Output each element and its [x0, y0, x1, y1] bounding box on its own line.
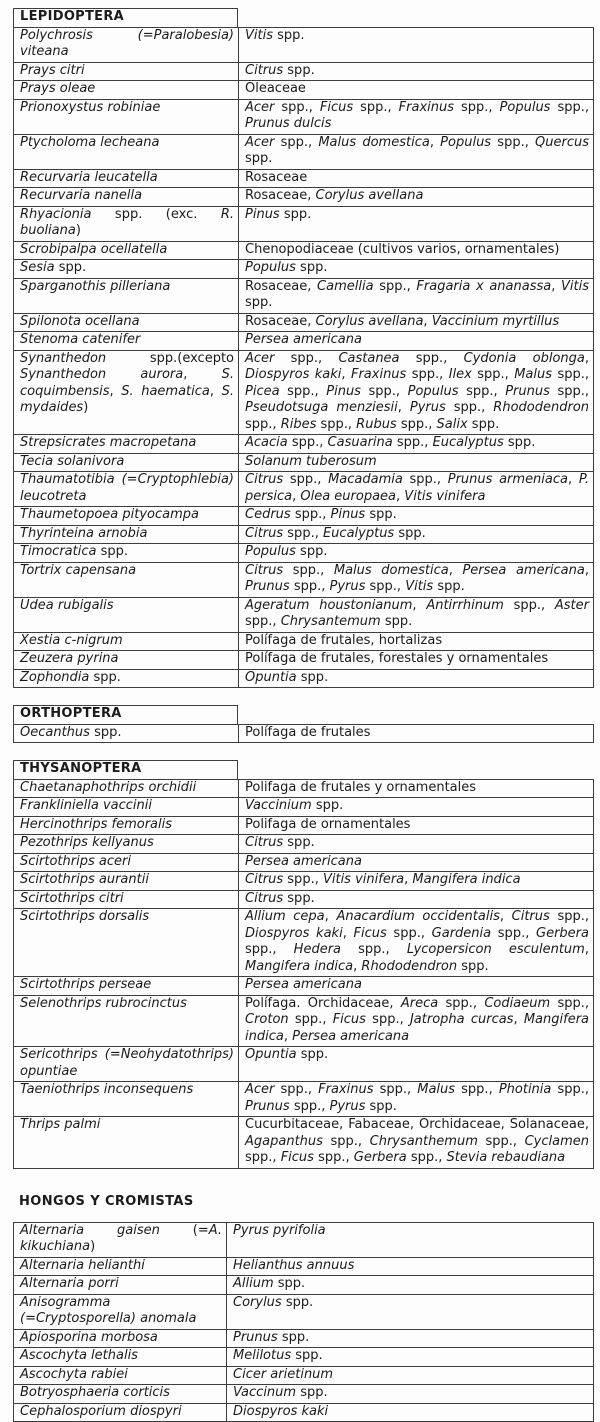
table-row [14, 81, 594, 100]
table-row [14, 1082, 594, 1117]
pest-host-table-hongos [13, 1222, 594, 1422]
table-row [14, 669, 594, 688]
host-plants-cell: Populus spp. [239, 260, 594, 279]
table-row [14, 332, 594, 351]
host-plants-cell: Vaccinum spp. [227, 1385, 594, 1404]
table-row [14, 27, 594, 62]
host-plants-cell: Polífaga de frutales, hortalizas [239, 632, 594, 651]
pest-name-cell: Oecanthus spp. [14, 724, 239, 743]
table-row [14, 453, 594, 472]
pest-name-cell: Tortrix capensana [14, 562, 239, 597]
host-plants-cell: Acer spp., Malus domestica, Populus spp., Quercus spp. [239, 134, 594, 169]
table-row [14, 472, 594, 507]
host-plants-cell: Polífaga de frutales [239, 724, 594, 743]
pest-name-cell: Timocratica spp. [14, 544, 239, 563]
table-row [14, 597, 594, 632]
table-row [14, 544, 594, 563]
pest-host-table-orthoptera [13, 724, 594, 744]
table-row [14, 890, 594, 909]
host-plants-cell: Opuntia spp. [239, 1047, 594, 1082]
section-header-thysanoptera: THYSANOPTERA [13, 760, 238, 780]
pest-name-cell: Tecia solanivora [14, 453, 239, 472]
pest-name-cell: Thaumatotibia (=Cryptophlebia) leucotreta [14, 472, 239, 507]
table-row [14, 1403, 594, 1422]
pest-name-cell: Hercinothrips femoralis [14, 816, 239, 835]
table-row [14, 724, 594, 743]
pest-name-cell: Sericothrips (=Neohydatothrips) opuntiae [14, 1047, 239, 1082]
host-plants-cell: Polifaga de ornamentales [239, 816, 594, 835]
host-plants-cell: Persea americana [239, 853, 594, 872]
pest-name-cell: Udea rubigalis [14, 597, 239, 632]
hongos-y-cromistas-heading: HONGOS Y CROMISTAS [19, 1194, 593, 1210]
pest-name-cell: Sparganothis pilleriana [14, 278, 239, 313]
host-plants-cell: Acer spp., Castanea spp., Cydonia oblonga, Diospyros kaki, Fraxinus spp., Ilex spp., Malus spp., Picea spp., Pinus spp., Populus spp., Prunus spp., Pseudotsuga menziesii, Pyrus spp., Rhododendron spp., Ribes spp., Rubus spp., Salix spp. [239, 350, 594, 435]
table-row [14, 1366, 594, 1385]
pest-name-cell: Alternaria porri [14, 1276, 227, 1295]
section-header-lepidoptera: LEPIDOPTERA [13, 8, 238, 28]
host-plants-cell: Diospyros kaki [227, 1403, 594, 1422]
table-row [14, 651, 594, 670]
pest-name-cell: Taeniothrips inconsequens [14, 1082, 239, 1117]
host-plants-cell: Ageratum houstonianum, Antirrhinum spp., Aster spp., Chrysantemum spp. [239, 597, 594, 632]
pest-name-cell: Stenoma catenifer [14, 332, 239, 351]
pest-name-cell: Zophondia spp. [14, 669, 239, 688]
host-plants-cell: Rosaceae, Corylus avellana [239, 188, 594, 207]
pest-host-table-thysanoptera [13, 779, 594, 1169]
table-row [14, 241, 594, 260]
pest-name-cell: Alternaria gaisen (=A. kikuchiana) [14, 1222, 227, 1257]
pest-name-cell: Apiosporina morbosa [14, 1329, 227, 1348]
table-row [14, 188, 594, 207]
section-orthoptera [13, 705, 593, 743]
pest-name-cell: Thyrinteina arnobia [14, 525, 239, 544]
table-row [14, 816, 594, 835]
pest-name-cell: Chaetanaphothrips orchidii [14, 779, 239, 798]
pest-name-cell: Ascochyta lethalis [14, 1348, 227, 1367]
table-row [14, 909, 594, 977]
host-plants-cell: Persea americana [239, 977, 594, 996]
table-row [14, 313, 594, 332]
host-plants-cell: Citrus spp., Eucalyptus spp. [239, 525, 594, 544]
section-thysanoptera [13, 760, 593, 1169]
pest-name-cell: Polychrosis (=Paralobesia) viteana [14, 27, 239, 62]
pest-name-cell: Scirtothrips perseae [14, 977, 239, 996]
pest-name-cell: Alternaria helianthi [14, 1257, 227, 1276]
host-plants-cell: Rosaceae, Camellia spp., Fragaria x ananassa, Vitis spp. [239, 278, 594, 313]
table-row [14, 1257, 594, 1276]
pest-host-table-lepidoptera [13, 27, 594, 689]
table-row [14, 278, 594, 313]
host-plants-cell: Acer spp., Ficus spp., Fraxinus spp., Populus spp., Prunus dulcis [239, 99, 594, 134]
host-plants-cell: Corylus spp. [227, 1294, 594, 1329]
host-plants-cell: Prunus spp. [227, 1329, 594, 1348]
host-plants-cell: Pyrus pyrifolia [227, 1222, 594, 1257]
pest-name-cell: Zeuzera pyrina [14, 651, 239, 670]
table-row [14, 977, 594, 996]
table-row [14, 853, 594, 872]
host-plants-cell: Allium cepa, Anacardium occidentalis, Citrus spp., Diospyros kaki, Ficus spp., Gardenia spp., Gerbera spp., Hedera spp., Lycopersicon esculentum, Mangifera indica, Rhododendron spp. [239, 909, 594, 977]
pest-name-cell: Spilonota ocellana [14, 313, 239, 332]
table-row [14, 260, 594, 279]
table-row [14, 507, 594, 526]
pest-name-cell: Scirtothrips aurantii [14, 872, 239, 891]
table-row [14, 134, 594, 169]
pest-name-cell: Scrobipalpa ocellatella [14, 241, 239, 260]
table-row [14, 798, 594, 817]
table-row [14, 62, 594, 81]
host-plants-cell: Cucurbitaceae, Fabaceae, Orchidaceae, Solanaceae, Agapanthus spp., Chrysanthemum spp., Cyclamen spp., Ficus spp., Gerbera spp., Stevia rebaudiana [239, 1117, 594, 1169]
table-row [14, 435, 594, 454]
host-plants-cell: Rosaceae [239, 169, 594, 188]
host-plants-cell: Vitis spp. [239, 27, 594, 62]
host-plants-cell: Cicer arietinum [227, 1366, 594, 1385]
host-plants-cell: Solanum tuberosum [239, 453, 594, 472]
host-plants-cell: Citrus spp., Malus domestica, Persea americana, Prunus spp., Pyrus spp., Vitis spp. [239, 562, 594, 597]
pest-name-cell: Sesia spp. [14, 260, 239, 279]
pest-name-cell: Recurvaria leucatella [14, 169, 239, 188]
host-plants-cell: Oleaceae [239, 81, 594, 100]
pest-name-cell: Cephalosporium diospyri [14, 1403, 227, 1422]
table-row [14, 562, 594, 597]
table-row [14, 350, 594, 435]
host-plants-cell: Citrus spp., Macadamia spp., Prunus armeniaca, P. persica, Olea europaea, Vitis vinifera [239, 472, 594, 507]
host-plants-cell: Polífaga. Orchidaceae, Areca spp., Codiaeum spp., Croton spp., Ficus spp., Jatropha curcas, Mangifera indica, Persea americana [239, 995, 594, 1047]
host-plants-cell: Opuntia spp. [239, 669, 594, 688]
section-header-orthoptera: ORTHOPTERA [13, 705, 238, 725]
host-plants-cell: Allium spp. [227, 1276, 594, 1295]
pest-name-cell: Rhyacionia spp. (exc. R. buoliana) [14, 206, 239, 241]
pest-name-cell: Strepsicrates macropetana [14, 435, 239, 454]
pest-name-cell: Xestia c-nigrum [14, 632, 239, 651]
pest-name-cell: Pezothrips kellyanus [14, 835, 239, 854]
table-row [14, 779, 594, 798]
host-plants-cell: Polífaga de frutales, forestales y ornamentales [239, 651, 594, 670]
host-plants-cell: Vaccinium spp. [239, 798, 594, 817]
host-plants-cell: Citrus spp. [239, 835, 594, 854]
section-lepidoptera [13, 8, 593, 688]
pest-name-cell: Scirtothrips citri [14, 890, 239, 909]
host-plants-cell: Acer spp., Fraxinus spp., Malus spp., Photinia spp., Prunus spp., Pyrus spp. [239, 1082, 594, 1117]
host-plants-cell: Citrus spp., Vitis vinifera, Mangifera indica [239, 872, 594, 891]
table-row [14, 872, 594, 891]
pest-name-cell: Anisogramma (=Cryptosporella) anomala [14, 1294, 227, 1329]
table-row [14, 99, 594, 134]
table-row [14, 1329, 594, 1348]
host-plants-cell: Cedrus spp., Pinus spp. [239, 507, 594, 526]
pest-name-cell: Ascochyta rabiei [14, 1366, 227, 1385]
pest-name-cell: Synanthedon spp.(excepto Synanthedon aurora, S. coquimbensis, S. haematica, S. mydaides) [14, 350, 239, 435]
table-row [14, 169, 594, 188]
pest-name-cell: Scirtothrips dorsalis [14, 909, 239, 977]
host-plants-cell: Polifaga de frutales y ornamentales [239, 779, 594, 798]
table-row [14, 995, 594, 1047]
host-plants-cell: Citrus spp. [239, 890, 594, 909]
table-row [14, 1385, 594, 1404]
pest-name-cell: Prays oleae [14, 81, 239, 100]
section-hongos-y-cromistas [13, 1222, 593, 1422]
pest-name-cell: Prays citri [14, 62, 239, 81]
pest-name-cell: Frankliniella vaccinii [14, 798, 239, 817]
pest-name-cell: Scirtothrips aceri [14, 853, 239, 872]
table-row [14, 835, 594, 854]
table-row [14, 1047, 594, 1082]
host-plants-cell: Rosaceae, Corylus avellana, Vaccinium myrtillus [239, 313, 594, 332]
table-row [14, 1348, 594, 1367]
host-plants-cell: Melilotus spp. [227, 1348, 594, 1367]
host-plants-cell: Chenopodiaceae (cultivos varios, ornamentales) [239, 241, 594, 260]
pest-name-cell: Botryosphaeria corticis [14, 1385, 227, 1404]
table-row [14, 1276, 594, 1295]
host-plants-cell: Pinus spp. [239, 206, 594, 241]
pest-name-cell: Ptycholoma lecheana [14, 134, 239, 169]
host-plants-cell: Acacia spp., Casuarina spp., Eucalyptus spp. [239, 435, 594, 454]
table-row [14, 206, 594, 241]
table-row [14, 1117, 594, 1169]
pest-name-cell: Recurvaria nanella [14, 188, 239, 207]
host-plants-cell: Populus spp. [239, 544, 594, 563]
host-plants-cell: Citrus spp. [239, 62, 594, 81]
pest-name-cell: Thrips palmi [14, 1117, 239, 1169]
host-plants-cell: Persea americana [239, 332, 594, 351]
pest-name-cell: Selenothrips rubrocinctus [14, 995, 239, 1047]
pest-name-cell: Prionoxystus robiniae [14, 99, 239, 134]
host-plants-cell: Helianthus annuus [227, 1257, 594, 1276]
table-row [14, 1294, 594, 1329]
table-row [14, 632, 594, 651]
table-row [14, 1222, 594, 1257]
pest-name-cell: Thaumetopoea pityocampa [14, 507, 239, 526]
table-row [14, 525, 594, 544]
